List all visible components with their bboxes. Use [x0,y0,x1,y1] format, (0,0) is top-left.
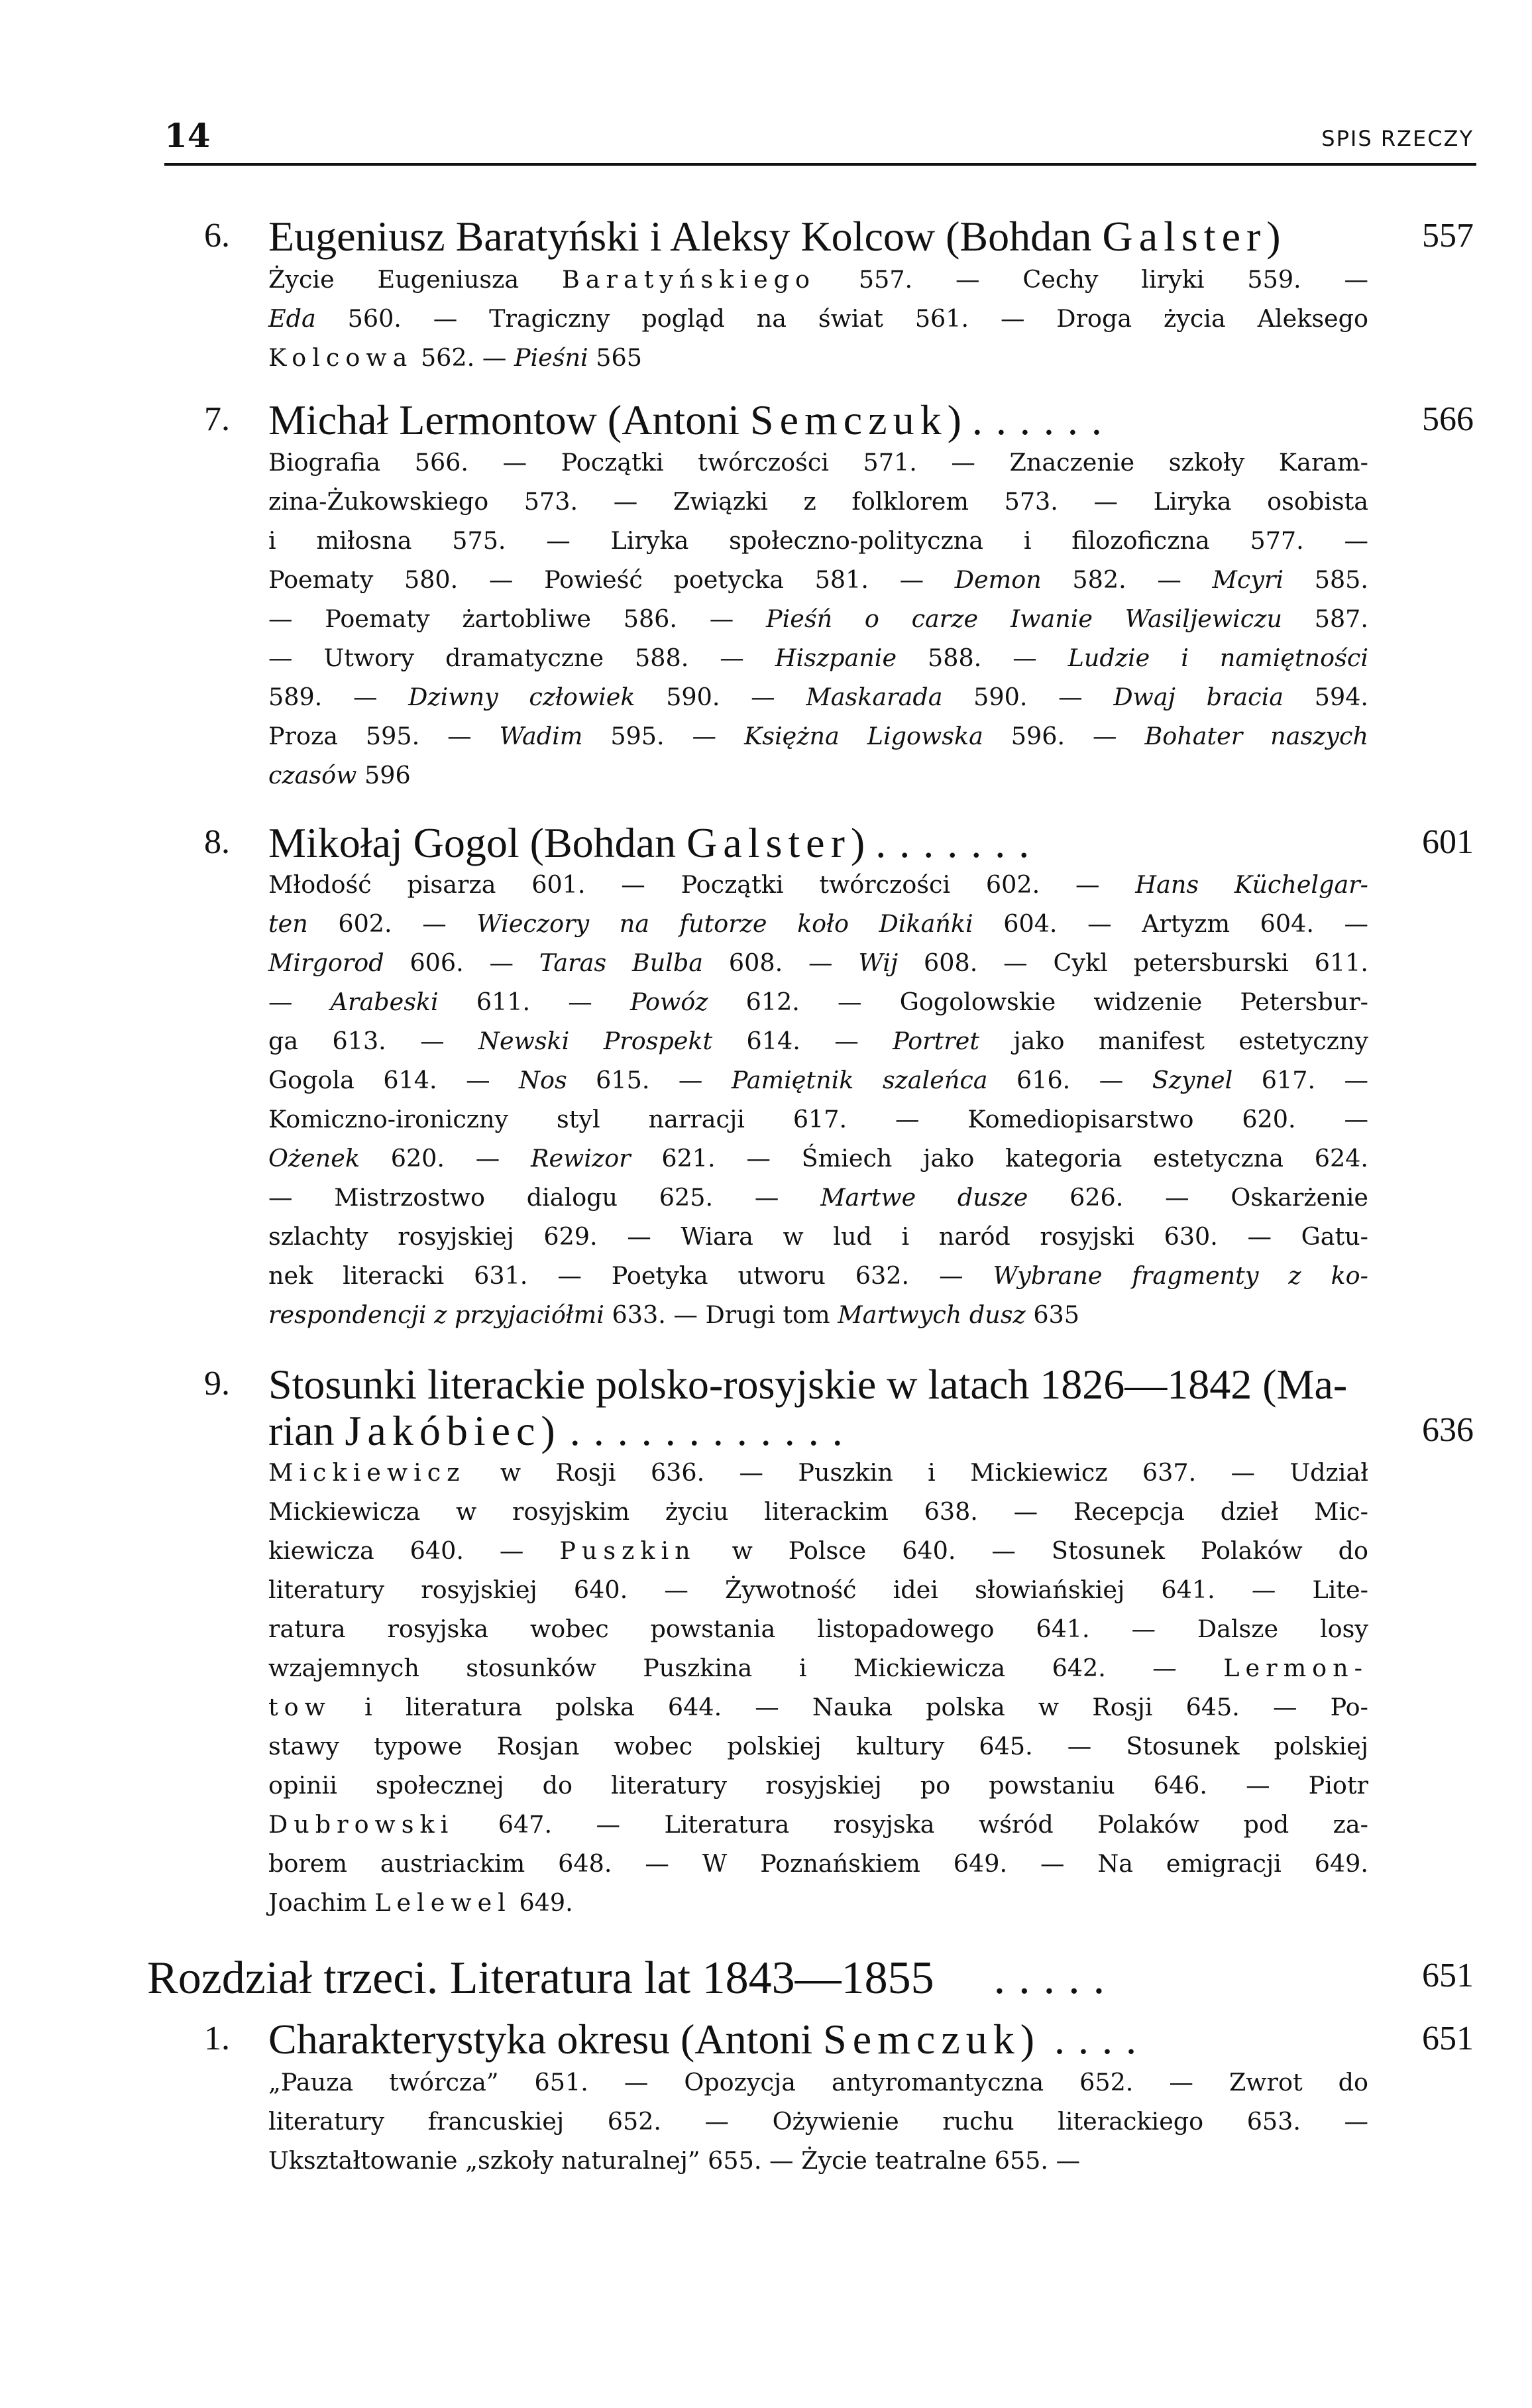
description-line: Życie Eugeniusza Baratyńskiego 557. — Cechy liryki 559. — [268,265,1368,294]
description-line: — Poematy żartobliwe 586. — Pieśń o carze Iwanie Wasiljewiczu 587. [268,604,1369,633]
entry-page: 636 [1422,1411,1474,1449]
description-line: ratura rosyjska wobec powstania listopadowego 641. — Dalsze losy [268,1615,1368,1643]
description-line: wzajemnych stosunków Puszkina i Mickiewicza 642. — Lermon- [268,1654,1368,1682]
entry-page: 566 [1422,400,1474,438]
entry-page: 557 [1422,217,1474,255]
description-line: Ożenek 620. — Rewizor 621. — Śmiech jako kategoria estetyczna 624. [268,1144,1369,1173]
entry-number: 9. [204,1365,230,1403]
entry-title: Eugeniusz Baratyński i Aleksy Kolcow (Bohdan Galster) [268,213,1281,260]
description-line: — Arabeski 611. — Powóz 612. — Gogolowskie widzenie Petersbur- [268,988,1369,1016]
entry-title-line-2: rian Jakóbiec) ............ [268,1407,856,1454]
description-line: Dubrowski 647. — Literatura rosyjska wśród Polaków pod za- [268,1810,1368,1839]
entry-description [268,1453,1368,1922]
entry-number: 8. [204,823,230,861]
chapter-title: Rozdział trzeci. Literatura lat 1843—1855 ..... [147,1953,1119,2004]
description-line: Eda 560. — Tragiczny pogląd na świat 561. — Droga życia Aleksego [268,304,1368,333]
entry-page: 601 [1422,823,1474,861]
description-line: Biografia 566. — Początki twórczości 571. — Znaczenie szkoły Karam- [268,448,1368,477]
chapter-page: 651 [1422,1957,1474,1994]
entry-description [268,443,1368,795]
description-line: „Pauza twórcza” 651. — Opozycja antyromantyczna 652. — Zwrot do [268,2068,1368,2096]
description-line: Komiczno-ironiczny styl narracji 617. — Komediopisarstwo 620. — [268,1105,1368,1133]
header-rule [164,163,1476,166]
entry-title-line-1: Stosunki literackie polsko-rosyjskie w latach 1826—1842 (Ma- [268,1361,1348,1408]
description-line: Ukształtowanie „szkoły naturalnej” 655. — Życie teatralne 655. — [268,2146,1081,2175]
description-line: opinii społecznej do literatury rosyjskiej po powstaniu 646. — Piotr [268,1771,1368,1800]
description-line: Gogola 614. — Nos 615. — Pamiętnik szaleńca 616. — Szynel 617. — [268,1066,1369,1094]
description-line: literatury rosyjskiej 640. — Żywotność idei słowiańskiej 641. — Lite- [268,1576,1368,1604]
entry-number: 1. [204,2020,230,2057]
description-line: literatury francuskiej 652. — Ożywienie ruchu literackiego 653. — [268,2107,1368,2136]
description-line: Mickiewicz w Rosji 636. — Puszkin i Mickiewicz 637. — Udział [268,1458,1368,1487]
entry-description [268,2063,1368,2180]
description-line: Joachim Lelewel 649. [268,1888,573,1917]
description-line: Młodość pisarza 601. — Początki twórczości 602. — Hans Küchelgar- [268,870,1369,899]
description-line: Kolcowa 562. — Pieśni 565 [268,343,642,372]
entry-page: 651 [1422,2020,1474,2057]
description-line: czasów 596 [268,761,411,789]
entry-title: Charakterystyka okresu (Antoni Semczuk) .... [268,2016,1150,2063]
entry-title: Mikołaj Gogol (Bohdan Galster) ....... [268,819,1043,866]
entry-number: 6. [204,217,230,255]
description-line: ten 602. — Wieczory na futorze koło Dikańki 604. — Artyzm 604. — [268,909,1369,938]
entry-number: 7. [204,400,230,438]
entry-description [268,260,1368,377]
description-line: kiewicza 640. — Puszkin w Polsce 640. — Stosunek Polaków do [268,1536,1368,1565]
description-line: i miłosna 575. — Liryka społeczno-polityczna i filozoficzna 577. — [268,526,1368,555]
description-line: — Utwory dramatyczne 588. — Hiszpanie 588. — Ludzie i namiętności [268,644,1368,672]
description-line: respondencji z przyjaciółmi 633. — Drugi tom Martwych dusz 635 [268,1300,1079,1329]
page-number: 14 [164,116,211,155]
description-line: — Mistrzostwo dialogu 625. — Martwe dusze 626. — Oskarżenie [268,1183,1368,1212]
description-line: Proza 595. — Wadim 595. — Księżna Ligowska 596. — Bohater naszych [268,722,1368,750]
description-line: borem austriackim 648. — W Poznańskiem 649. — Na emigracji 649. [268,1849,1368,1878]
description-line: stawy typowe Rosjan wobec polskiej kultury 645. — Stosunek polskiej [268,1732,1368,1760]
description-line: zina-Żukowskiego 573. — Związki z folklorem 573. — Liryka osobista [268,487,1368,516]
description-line: Poematy 580. — Powieść poetycka 581. — Demon 582. — Mcyri 585. [268,565,1369,594]
description-line: Mirgorod 606. — Taras Bulba 608. — Wij 608. — Cykl petersburski 611. [268,948,1369,977]
entry-title: Michał Lermontow (Antoni Semczuk) ...... [268,396,1115,443]
description-line: szlachty rosyjskiej 629. — Wiara w lud i naród rosyjski 630. — Gatu- [268,1222,1368,1251]
description-line: nek literacki 631. — Poetyka utworu 632. — Wybrane fragmenty z ko- [268,1261,1368,1290]
running-header: SPIS RZECZY [1321,126,1474,151]
description-line: ga 613. — Newski Prospekt 614. — Portret jako manifest estetyczny [268,1027,1369,1055]
description-line: tow i literatura polska 644. — Nauka polska w Rosji 645. — Po- [268,1693,1368,1721]
description-line: 589. — Dziwny człowiek 590. — Maskarada 590. — Dwaj bracia 594. [268,683,1369,711]
entry-description [268,865,1368,1334]
description-line: Mickiewicza w rosyjskim życiu literackim 638. — Recepcja dzieł Mic- [268,1497,1368,1526]
